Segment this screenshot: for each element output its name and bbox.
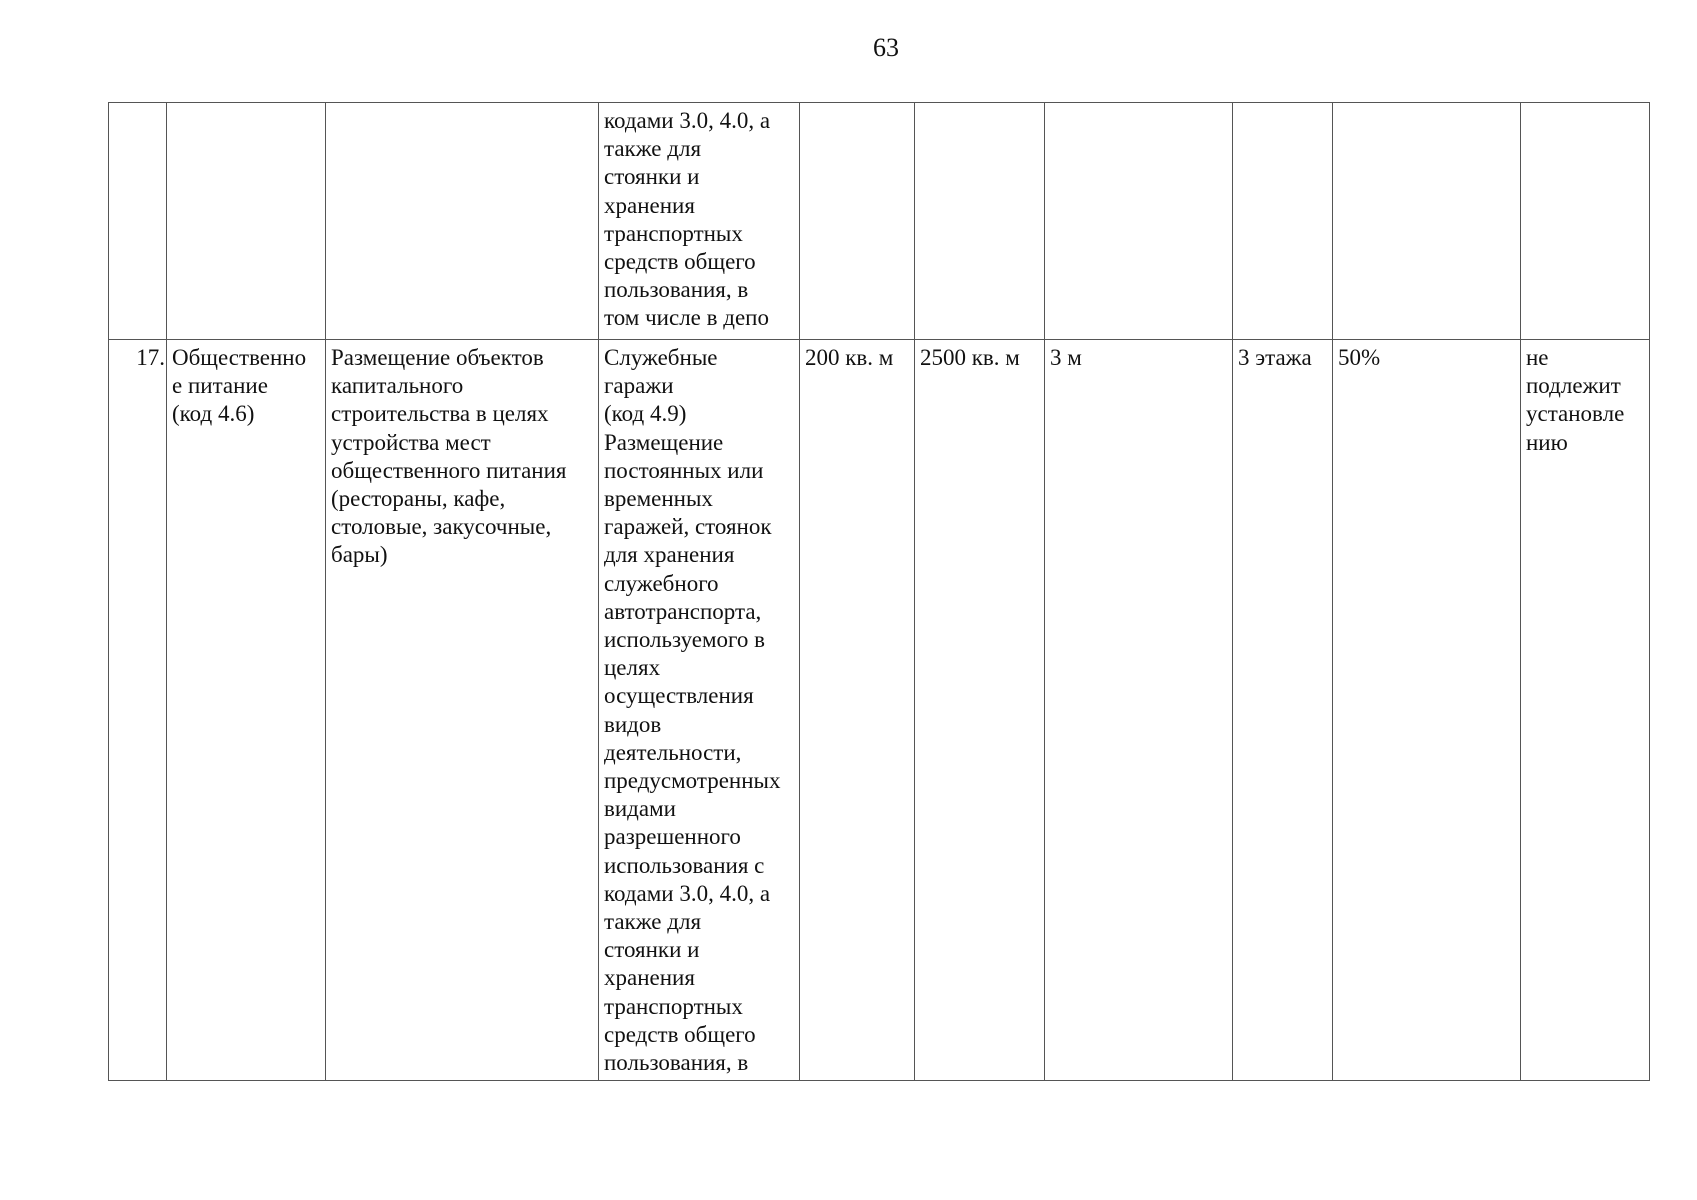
cell-auxiliary-use	[599, 103, 800, 340]
text-line: стоянки и	[604, 164, 700, 190]
table-row-17	[109, 340, 1650, 1081]
text-line: том числе в депо	[604, 305, 769, 331]
text-line: гаражи	[604, 373, 674, 399]
cell-use-description	[326, 340, 599, 1081]
text-line: Размещение	[604, 429, 724, 455]
text-line: гаражей, стоянок	[604, 514, 772, 540]
text-line: также для	[604, 909, 702, 935]
page-number: 63	[873, 33, 899, 62]
text-line: нию	[1526, 429, 1568, 455]
text-line: видов	[604, 711, 662, 737]
text-line: подлежит	[1526, 373, 1621, 399]
text-line: временных	[604, 486, 713, 512]
text-line: Общественно	[172, 345, 307, 370]
text-line: хранения	[604, 965, 695, 991]
text-line: видами	[604, 796, 676, 822]
cell-use-name	[167, 103, 326, 340]
text-line: бары)	[331, 542, 388, 568]
text-line: кодами 3.0, 4.0, а	[604, 880, 771, 906]
text-line: транспортных	[604, 993, 743, 1019]
text-line: средств общего	[604, 1021, 756, 1047]
cell-use-name	[167, 340, 326, 1081]
cell-use-description	[326, 103, 599, 340]
text-line: постоянных или	[604, 457, 764, 483]
text-line: деятельности,	[604, 739, 742, 765]
cell-max-area: 2500 кв. м	[915, 340, 1045, 1081]
text-line: (код 4.9)	[604, 401, 687, 427]
text-line: кодами 3.0, 4.0, а	[604, 108, 771, 133]
text-line: столовые, закусочные,	[331, 514, 552, 540]
cell-floors: 3 этажа	[1233, 340, 1333, 1081]
text-line: установле	[1526, 401, 1625, 427]
text-line: общественного питания	[331, 457, 567, 483]
text-line: средств общего	[604, 249, 756, 275]
cell-setback: 3 м	[1045, 340, 1233, 1081]
text-line: (рестораны, кафе,	[331, 486, 506, 512]
text-line: целях	[604, 655, 661, 681]
text-line: строительства в целях	[331, 401, 549, 427]
text-line: осуществления	[604, 683, 754, 709]
land-use-regulations-table	[108, 102, 1650, 1081]
text-line: е питание	[172, 373, 268, 399]
text-line: не	[1526, 345, 1549, 370]
text-line: транспортных	[604, 220, 743, 246]
text-line: устройства мест	[331, 429, 491, 455]
cell-setback	[1045, 103, 1233, 340]
text-line: Размещение объектов	[331, 345, 544, 370]
text-line: предусмотренных	[604, 768, 781, 794]
text-line: служебного	[604, 570, 719, 596]
cell-max-area	[915, 103, 1045, 340]
text-line: для хранения	[604, 542, 735, 568]
text-line: капитального	[331, 373, 464, 399]
text-line: использования с	[604, 852, 765, 878]
text-line: Служебные	[604, 345, 718, 370]
table-row-continued	[109, 103, 1650, 340]
cell-auxiliary-use	[599, 340, 800, 1081]
text-line: автотранспорта,	[604, 598, 762, 624]
text-line: пользования, в	[604, 1050, 749, 1076]
text-line: используемого в	[604, 627, 766, 653]
cell-other	[1521, 103, 1650, 340]
cell-number: 17.	[109, 340, 167, 1081]
text-line: (код 4.6)	[172, 401, 255, 427]
text-line: пользования, в	[604, 277, 749, 303]
cell-other	[1521, 340, 1650, 1081]
cell-min-area: 200 кв. м	[800, 340, 915, 1081]
cell-floors	[1233, 103, 1333, 340]
text-line: хранения	[604, 192, 695, 218]
cell-min-area	[800, 103, 915, 340]
cell-number	[109, 103, 167, 340]
text-line: стоянки и	[604, 937, 700, 963]
cell-coverage	[1333, 103, 1521, 340]
text-line: также для	[604, 136, 702, 162]
cell-coverage: 50%	[1333, 340, 1521, 1081]
text-line: разрешенного	[604, 824, 741, 850]
